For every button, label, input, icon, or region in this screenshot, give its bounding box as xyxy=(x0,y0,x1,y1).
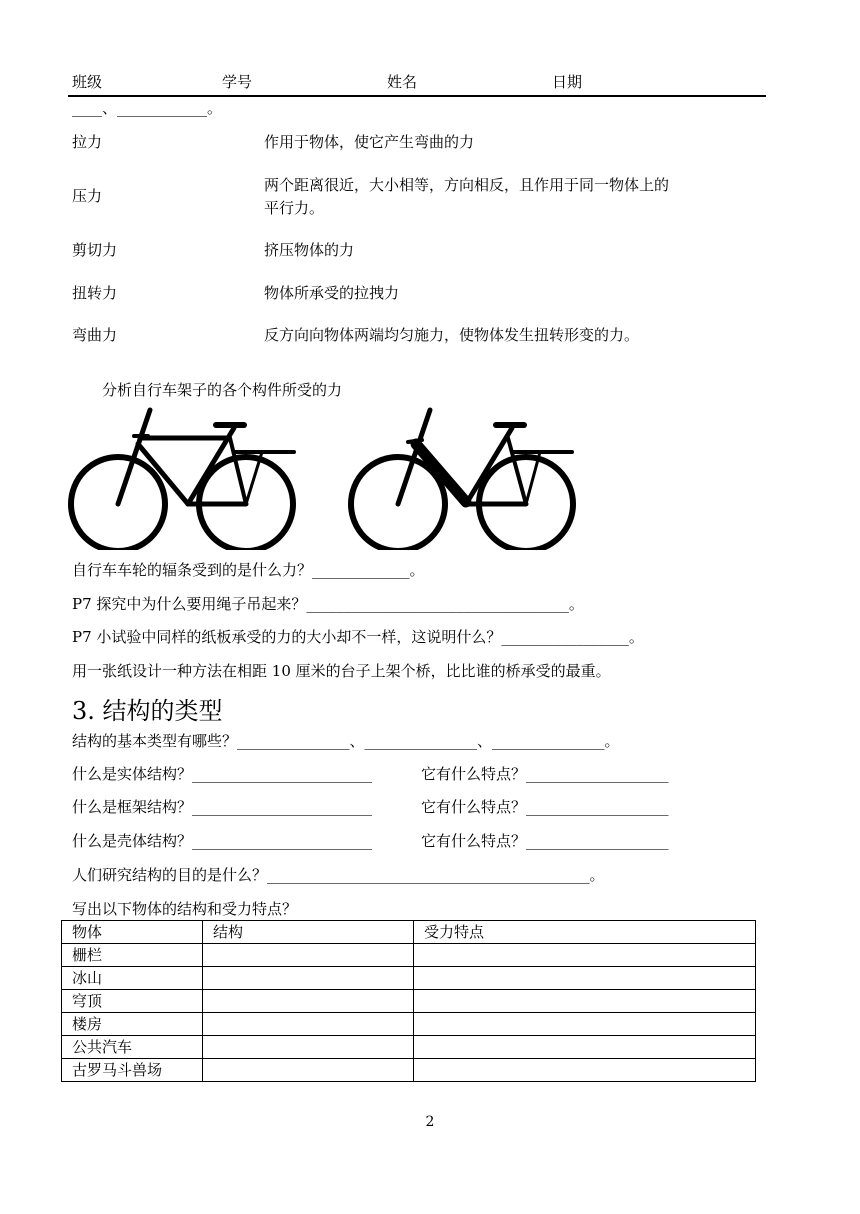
force-desc-2: 两个距离很近，大小相等，方向相反，且作用于同一物体上的 xyxy=(264,176,670,194)
force-cell[interactable] xyxy=(414,967,756,990)
force-cell[interactable] xyxy=(414,1013,756,1036)
force-desc-1: 作用于物体，使它产生弯曲的力 xyxy=(264,133,475,151)
header-force-features: 受力特点 xyxy=(414,921,756,944)
force-cell[interactable] xyxy=(414,944,756,967)
structure-cell[interactable] xyxy=(203,944,414,967)
question-solid-structure: 什么是实体结构？________________________ xyxy=(72,765,373,783)
structure-table xyxy=(61,920,756,1082)
table-row xyxy=(62,967,756,990)
table-row xyxy=(62,990,756,1013)
force-cell[interactable] xyxy=(414,990,756,1013)
object-fence: 栅栏 xyxy=(62,944,203,967)
force-term-tension: 拉力 xyxy=(72,133,103,151)
question-solid-features: 它有什么特点？___________________ xyxy=(421,765,669,783)
student-id-label: 学号 xyxy=(222,73,253,91)
question-purpose: 人们研究结构的目的是什么？___________________________________________。 xyxy=(72,866,605,884)
force-desc-2-line2: 平行力。 xyxy=(264,199,325,217)
object-colosseum: 古罗马斗兽场 xyxy=(62,1059,203,1082)
page-number: 2 xyxy=(425,1114,435,1130)
force-desc-3: 挤压物体的力 xyxy=(264,241,355,259)
table-row xyxy=(62,1036,756,1059)
structure-cell[interactable] xyxy=(203,990,414,1013)
force-term-bending: 弯曲力 xyxy=(72,326,118,344)
structure-cell[interactable] xyxy=(203,1036,414,1059)
date-label: 日期 xyxy=(552,73,583,91)
question-structure-types: 结构的基本类型有哪些？_______________、_______________、_______________。 xyxy=(72,732,620,750)
table-row xyxy=(62,944,756,967)
header-structure: 结构 xyxy=(203,921,414,944)
section-title: 3. 结构的类型 xyxy=(72,697,223,725)
question-frame-structure: 什么是框架结构？________________________ xyxy=(72,798,373,816)
name-label: 姓名 xyxy=(387,73,418,91)
structure-cell[interactable] xyxy=(203,1059,414,1082)
question-paper-bridge: 用一张纸设计一种方法在相距 10 厘米的台子上架个桥，比比谁的桥承受的最重。 xyxy=(72,662,611,680)
force-term-compression: 压力 xyxy=(72,187,103,205)
question-frame-features: 它有什么特点？___________________ xyxy=(421,798,669,816)
bicycle-step-through-frame-image xyxy=(346,406,582,550)
object-building: 楼房 xyxy=(62,1013,203,1036)
force-desc-5: 反方向向物体两端均匀施力，使物体发生扭转形变的力。 xyxy=(264,326,640,344)
force-term-torsion: 扭转力 xyxy=(72,284,118,302)
object-dome: 穹顶 xyxy=(62,990,203,1013)
table-row xyxy=(62,1059,756,1082)
bicycle-prompt: 分析自行车架子的各个构件所受的力 xyxy=(102,381,343,399)
question-rope: P7 探究中为什么要用绳子吊起来？___________________________________。 xyxy=(72,595,584,613)
question-shell-structure: 什么是壳体结构？________________________ xyxy=(72,832,373,850)
table-header-row xyxy=(62,921,756,944)
force-cell[interactable] xyxy=(414,1036,756,1059)
structure-cell[interactable] xyxy=(203,967,414,990)
question-shell-features: 它有什么特点？___________________ xyxy=(421,832,669,850)
fill-blank-line: ____、____________。 xyxy=(72,99,223,117)
force-desc-4: 物体所承受的拉拽力 xyxy=(264,284,400,302)
header-object: 物体 xyxy=(62,921,203,944)
table-row xyxy=(62,1013,756,1036)
class-label: 班级 xyxy=(72,73,103,91)
force-cell[interactable] xyxy=(414,1059,756,1082)
table-prompt: 写出以下物体的结构和受力特点？ xyxy=(72,900,298,918)
question-spokes: 自行车车轮的辐条受到的是什么力？_____________。 xyxy=(72,561,425,579)
object-bus: 公共汽车 xyxy=(62,1036,203,1059)
object-iceberg: 冰山 xyxy=(62,967,203,990)
question-cardboard: P7 小试验中同样的纸板承受的力的大小却不一样，这说明什么？_________________。 xyxy=(72,628,644,646)
force-term-shear: 剪切力 xyxy=(72,241,118,259)
structure-cell[interactable] xyxy=(203,1013,414,1036)
bicycle-diamond-frame-image xyxy=(66,406,302,550)
header-rule xyxy=(68,95,766,97)
